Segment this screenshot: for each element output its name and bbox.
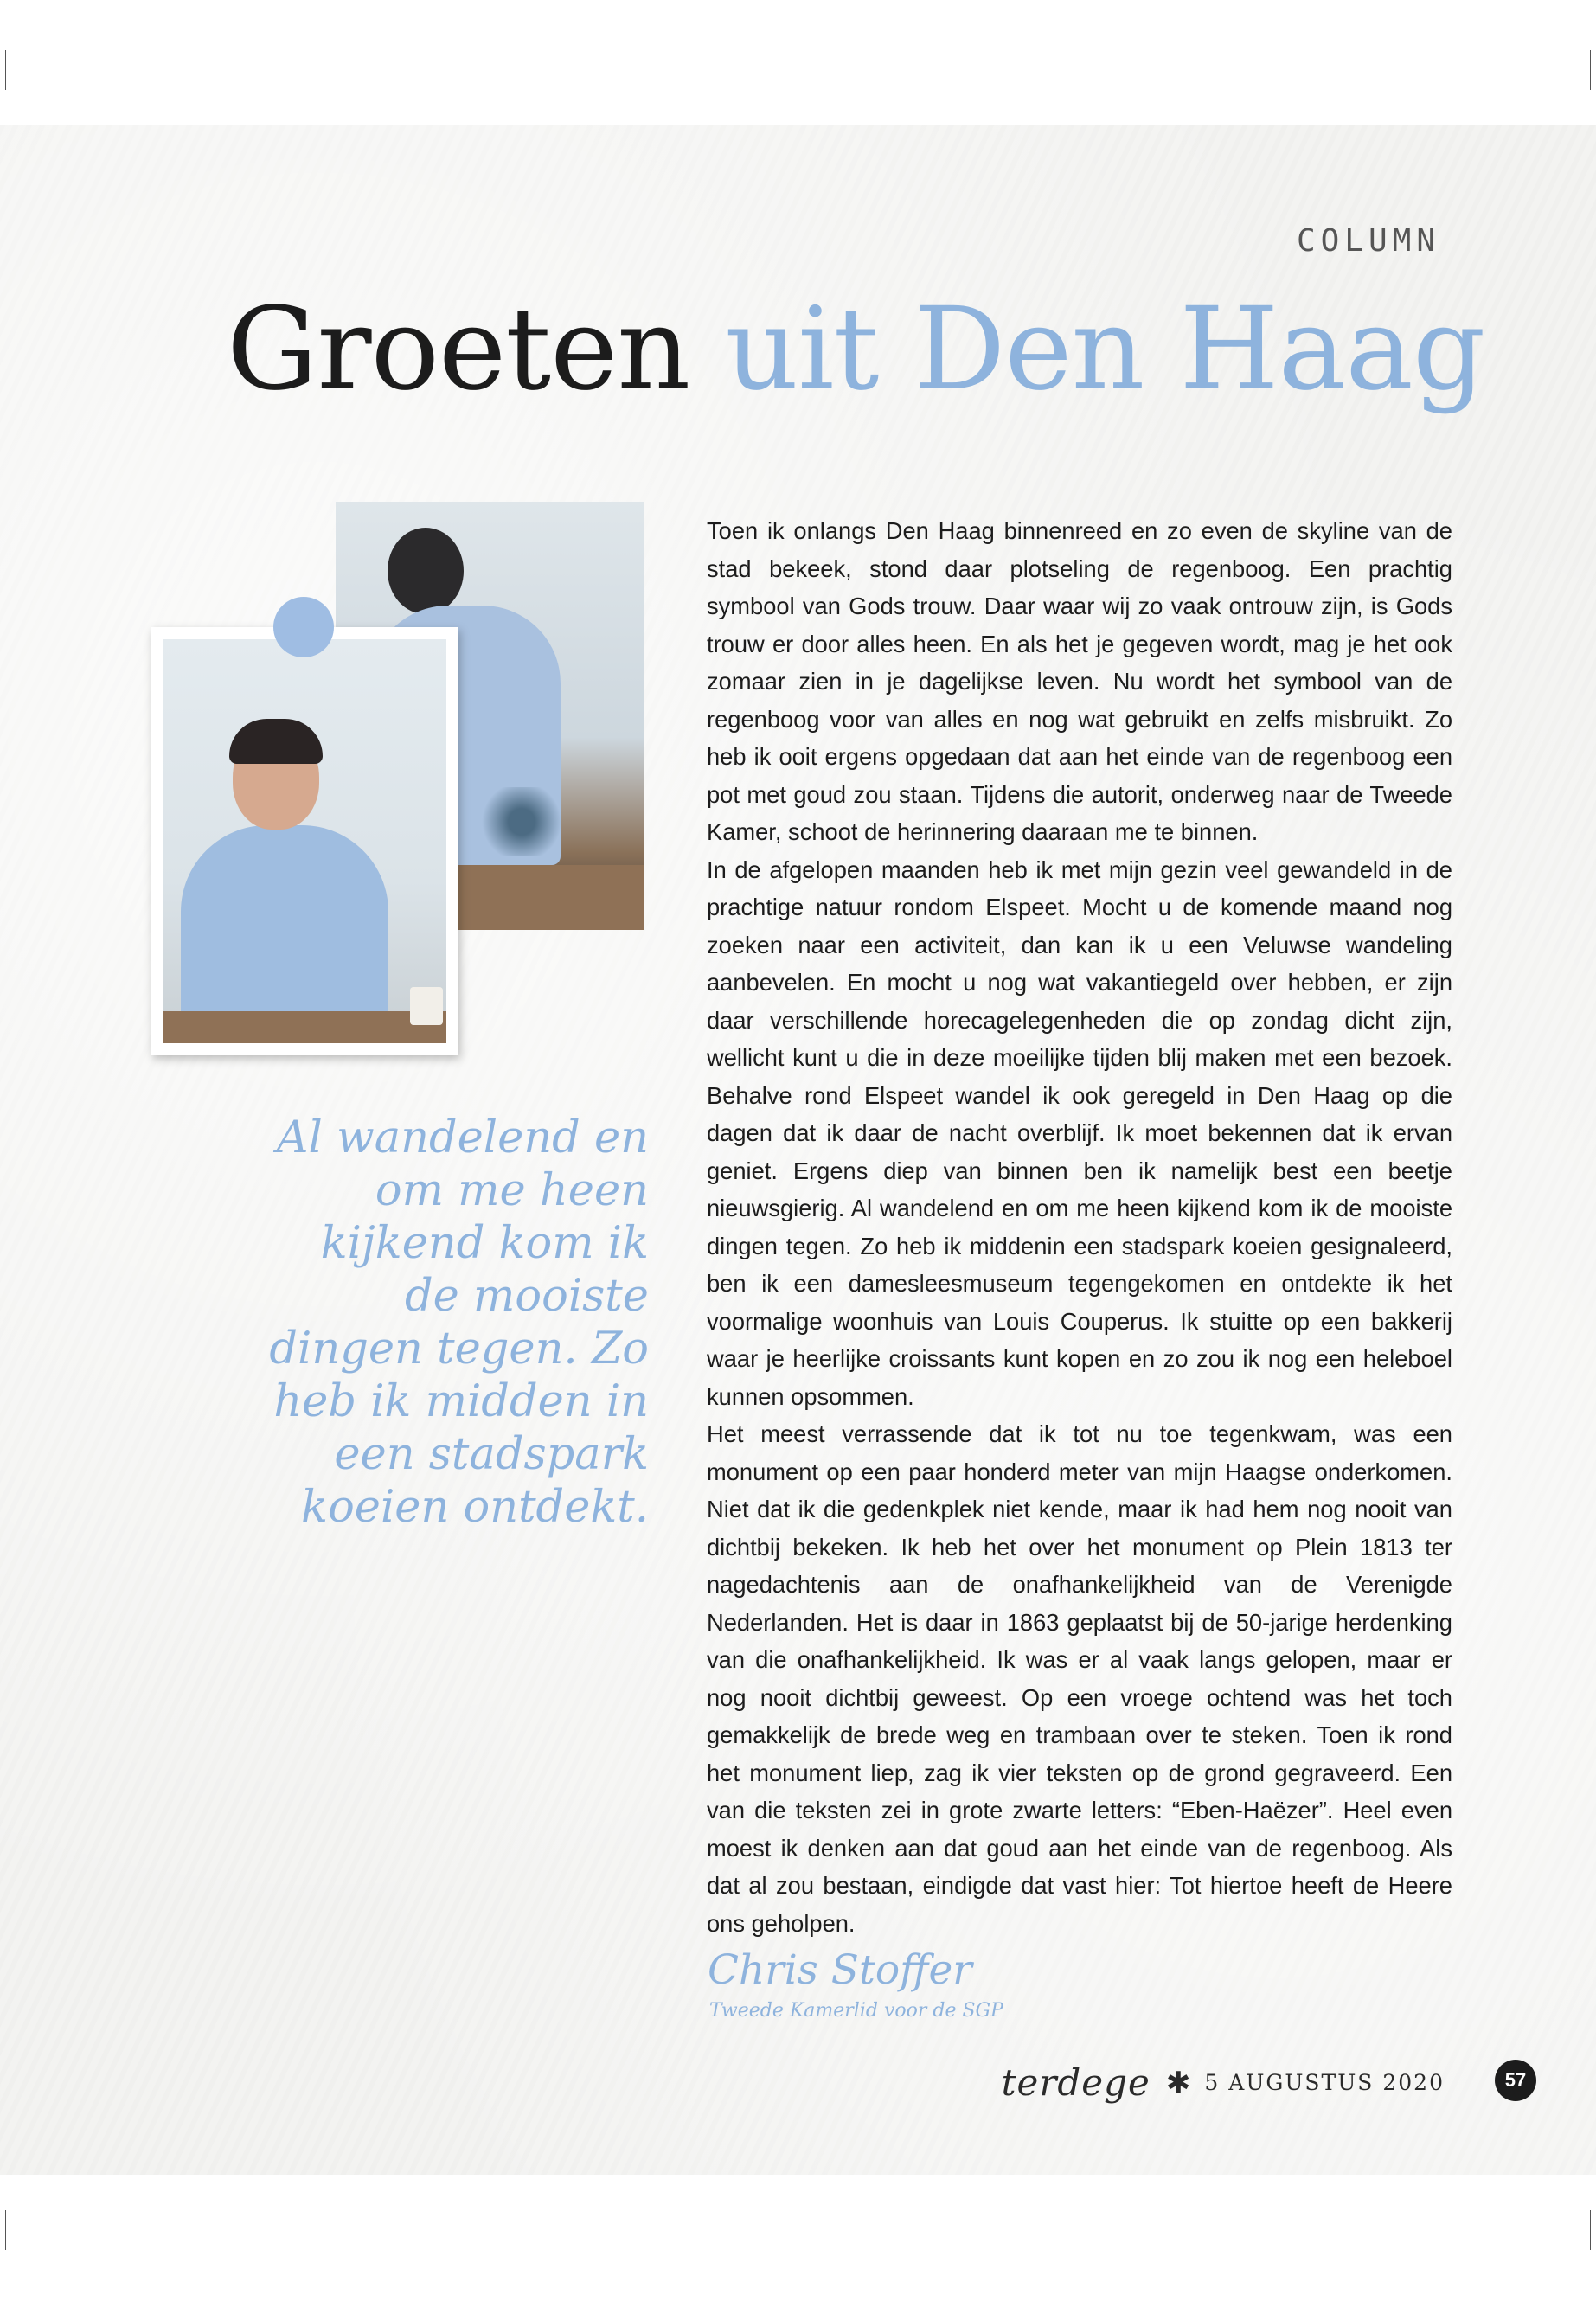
crop-mark xyxy=(5,50,6,90)
page-number: 57 xyxy=(1495,2060,1536,2101)
asterisk-icon: ✱ xyxy=(1165,2065,1191,2100)
issue-date: 5 AUGUSTUS 2020 xyxy=(1204,2070,1445,2095)
author-photo-front xyxy=(151,627,458,1055)
author-name: Chris Stoffer xyxy=(708,1946,972,1994)
title-part-blue: uit Den Haag xyxy=(725,283,1485,416)
section-label: COLUMN xyxy=(1296,223,1440,259)
crop-mark xyxy=(5,2210,6,2250)
portrait-hair xyxy=(229,719,323,764)
photo-figure-head xyxy=(388,528,464,614)
footer xyxy=(1002,2061,1445,2104)
author-portrait xyxy=(163,639,446,1043)
author-role: Tweede Kamerlid voor de SGP xyxy=(709,2000,1003,2022)
portrait-cup xyxy=(410,987,443,1025)
article-body xyxy=(707,512,1452,1942)
crop-mark xyxy=(1590,2210,1591,2250)
pull-quote: Al wandelend en om me heen kijkend kom ik de mooiste dingen tegen. Zo heb ik midden in een stadspark koeien ontdekt. xyxy=(269,1112,649,1533)
article-paragraph: Het meest verrassende dat ik tot nu toe tegenkwam, was een monument op een paar honderd meter van mijn Haagse onderkomen. Niet dat ik die gedenkplek niet kende, maar ik had hem nog nooit van dichtbij bekeken. Ik heb het over het monument op Plein 1813 ter nagedachtenis aan de onafhankelijkheid van de Verenigde Nederlanden. Het is daar in 1863 geplaatst bij de 50-jarige herdenking van die onafhankelijkheid. Ik was er al vaak langs gelopen, maar er nog nooit dichtbij geweest. Op een vroege ochtend was het toch gemakkelijk de brede weg en trambaan over te steken. Toen ik rond het monument liep, zag ik vier teksten op de grond gegraveerd. Een van die teksten zei in grote zwarte letters: “Eben-Haëzer”. Heel even moest ik denken aan dat goud aan het einde van de regenboog. Als dat al zou bestaan, eindigde dat vast hier: Tot hiertoe heeft de Heere ons geholpen. xyxy=(707,1420,1452,1937)
crop-mark xyxy=(1590,50,1591,90)
page-title xyxy=(227,283,1485,416)
portrait-body xyxy=(181,825,388,1024)
photo-plant xyxy=(465,787,578,856)
portrait-table xyxy=(163,1011,446,1043)
magazine-brand: terdege xyxy=(1001,2061,1151,2104)
article-paragraph: Toen ik onlangs Den Haag binnenreed en zo even de skyline van de stad bekeek, stond daar plotseling de regenboog. Een prachtig symbool van Gods trouw. Daar waar wij zo vaak ontrouw zijn, is Gods trouw er door alles heen. En als het je gegeven wordt, mag je het ook zomaar zien in je dagelijkse leven. Nu wordt het symbool van de regenboog voor van alles en nog wat gebruikt en zelfs misbruikt. Zo heb ik ooit ergens opgedaan dat aan het einde van de regenboog een pot met goud zou staan. Tijdens die autorit, onderweg naar de Tweede Kamer, schoot de herinnering daaraan me te binnen. xyxy=(707,517,1452,845)
pin-decoration xyxy=(273,597,334,657)
title-part-dark: Groeten xyxy=(227,283,690,416)
article-paragraph: In de afgelopen maanden heb ik met mijn gezin veel gewandeld in de prachtige natuur rondom Elspeet. Mocht u de komende maand nog zoeken naar een activiteit, dan kan ik u een Veluwse wandeling aanbevelen. En mocht u nog wat vakantiegeld over hebben, er zijn daar verschillende horecagelegenheden die op zondag dicht zijn, wellicht kunt u die in deze moeilijke tijden blij maken met een bezoek. Behalve rond Elspeet wandel ik ook geregeld in Den Haag op die dagen dat ik daar de nacht overblijf. Ik moet bekennen dat ik ervan geniet. Ergens diep van binnen ben ik namelijk best een beetje nieuwsgierig. Al wandelend en om me heen kijkend kom ik de mooiste dingen tegen. Zo heb ik middenin een stadspark koeien gesignaleerd, ben ik een damesleesmuseum tegengekomen en ontdekte ik het voormalige woonhuis van Louis Couperus. Ik stuitte op een bakkerij waar je heerlijke croissants kunt kopen en zo zou ik nog een heleboel kunnen opsommen. xyxy=(707,856,1452,1410)
